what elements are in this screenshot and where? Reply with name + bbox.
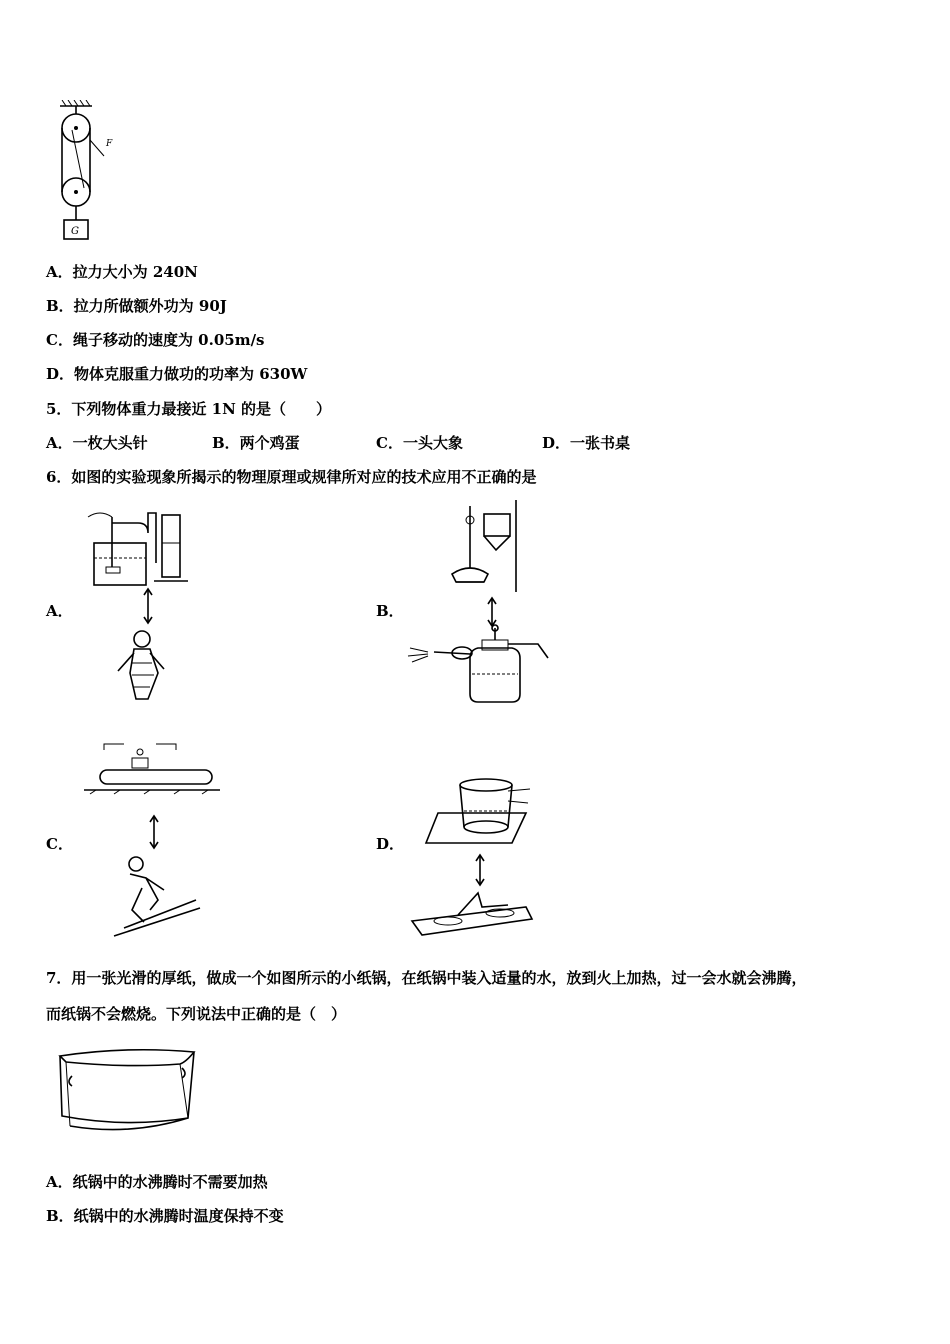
q4-option-c: C．绳子移动的速度为 0.05m/s bbox=[46, 331, 265, 349]
q4-option-b: B．拉力所做额外功为 90J bbox=[46, 297, 227, 315]
q7-option-a: A．纸锅中的水沸腾时不需要加热 bbox=[46, 1173, 268, 1191]
q6-figure-b bbox=[400, 498, 550, 710]
pulley-figure bbox=[52, 100, 122, 245]
q7-stem-line2: 而纸锅不会燃烧。下列说法中正确的是（ ） bbox=[46, 1005, 347, 1023]
q6-label-d: D． bbox=[376, 835, 405, 853]
svg-text:F: F bbox=[106, 139, 113, 149]
q6-figure-c bbox=[84, 740, 224, 940]
q6-label-a: A． bbox=[46, 602, 73, 620]
paper-pot-figure bbox=[56, 1046, 206, 1132]
q5-stem: 5．下列物体重力最接近 1N 的是（ ） bbox=[46, 400, 332, 418]
q7-option-b: B．纸锅中的水沸腾时温度保持不变 bbox=[46, 1207, 284, 1225]
q5-option-b: B．两个鸡蛋 bbox=[212, 434, 300, 452]
q6-figure-a bbox=[78, 503, 208, 708]
q6-label-b: B． bbox=[376, 602, 404, 620]
q5-option-a: A．一枚大头针 bbox=[46, 434, 148, 452]
q6-figure-d bbox=[408, 775, 543, 945]
q5-option-c: C．一头大象 bbox=[376, 434, 463, 452]
q4-option-d: D．物体克服重力做功的功率为 630W bbox=[46, 365, 308, 383]
q4-option-a: A．拉力大小为 240N bbox=[46, 263, 198, 281]
weight-label: G bbox=[71, 226, 79, 237]
q5-option-d: D．一张书桌 bbox=[542, 434, 631, 452]
q7-stem-line1: 7．用一张光滑的厚纸，做成一个如图所示的小纸锅，在纸锅中装入适量的水，放到火上加热，过一会水就会沸腾， bbox=[46, 969, 807, 987]
q6-label-c: C． bbox=[46, 835, 73, 853]
q6-stem: 6．如图的实验现象所揭示的物理原理或规律所对应的技术应用不正确的是 bbox=[46, 468, 537, 486]
